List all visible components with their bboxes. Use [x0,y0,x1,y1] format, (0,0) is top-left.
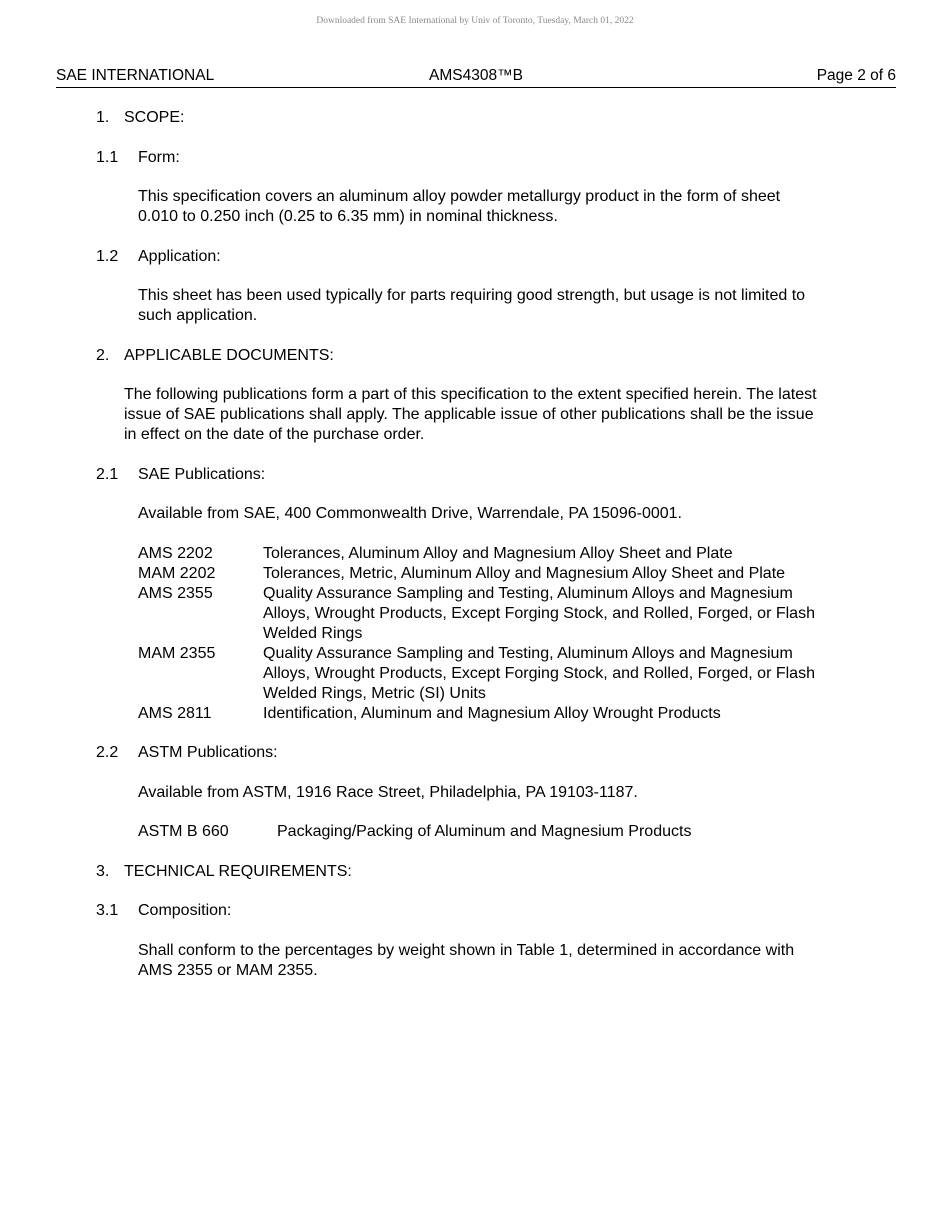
reference-row [0,564,950,584]
document-body [0,108,950,981]
reference-continuation: Alloys, Wrought Products, Except Forging Stock, and Rolled, Forged, or Flash [263,664,815,682]
section-2-1-heading [0,465,950,485]
section-1-2-heading [0,247,950,267]
section-3-1-heading [0,901,950,921]
section-2-2-heading [0,743,950,763]
section-number: 3. [96,862,110,880]
reference-title: Quality Assurance Sampling and Testing, Aluminum Alloys and Magnesium [263,584,793,602]
section-title: Application: [138,247,221,265]
paragraph-line: in effect on the date of the purchase order. [124,426,425,443]
section-1-heading [0,108,950,128]
section-title: ASTM Publications: [138,744,278,761]
reference-code: AMS 2355 [138,584,213,602]
reference-continuation: Welded Rings [263,624,363,642]
download-watermark: Downloaded from SAE International by Univ of Toronto, Tuesday, March 01, 2022 [316,16,634,26]
section-title: APPLICABLE DOCUMENTS: [124,346,334,364]
section-title: SCOPE: [124,109,185,126]
paragraph-line: 0.010 to 0.250 inch (0.25 to 6.35 mm) in nominal thickness. [138,208,558,225]
reference-code: MAM 2355 [138,644,216,662]
section-2-heading [0,346,950,366]
paragraph-line: Shall conform to the percentages by weight shown in Table 1, determined in accordance with [138,941,795,959]
sae-availability: Available from SAE, 400 Commonwealth Drive, Warrendale, PA 15096-0001. [138,505,682,522]
section-number: 3.1 [96,902,119,919]
reference-title: Packaging/Packing of Aluminum and Magnesium Products [277,823,692,840]
reference-row [0,704,950,724]
section-title: TECHNICAL REQUIREMENTS: [124,862,352,880]
section-number: 1. [96,109,110,126]
reference-title: Identification, Aluminum and Magnesium Alloy Wrought Products [263,704,721,722]
reference-code: AMS 2811 [138,704,212,722]
paragraph-line: The following publications form a part of this specification to the extent specified herein. The latest [124,386,817,403]
reference-code: AMS 2202 [138,544,213,562]
section-3-heading [0,862,950,882]
reference-title: Tolerances, Metric, Aluminum Alloy and Magnesium Alloy Sheet and Plate [263,564,786,582]
section-title: Composition: [138,902,232,919]
paragraph-line: such application. [138,307,258,324]
reference-title: Tolerances, Aluminum Alloy and Magnesium Alloy Sheet and Plate [263,544,733,562]
section-number: 1.1 [96,148,119,166]
reference-code: MAM 2202 [138,564,216,582]
reference-row [0,584,950,604]
reference-row [0,822,950,842]
section-1-1-heading [0,148,950,168]
astm-availability: Available from ASTM, 1916 Race Street, Philadelphia, PA 19103-1187. [138,783,638,801]
reference-title: Quality Assurance Sampling and Testing, Aluminum Alloys and Magnesium [263,644,793,662]
section-number: 2.1 [96,465,119,483]
page-header [56,67,896,88]
header-org: SAE INTERNATIONAL [56,67,215,84]
paragraph-line: This specification covers an aluminum alloy powder metallurgy product in the form of sheet [138,188,781,205]
section-number: 2.2 [96,744,119,761]
paragraph-line: issue of SAE publications shall apply. The applicable issue of other publications shall be the issue [124,406,814,423]
paragraph-line: This sheet has been used typically for parts requiring good strength, but usage is not limited to [138,287,806,304]
section-title: SAE Publications: [138,465,266,483]
section-number: 2. [96,346,110,364]
reference-code: ASTM B 660 [138,823,229,840]
header-page-number: Page 2 of 6 [816,67,896,84]
reference-continuation: Alloys, Wrought Products, Except Forging Stock, and Rolled, Forged, or Flash [263,604,815,622]
reference-continuation: Welded Rings, Metric (SI) Units [263,684,486,702]
reference-row [0,544,950,564]
header-doc-id: AMS4308™B [429,67,523,84]
paragraph-line: AMS 2355 or MAM 2355. [138,961,318,979]
section-title: Form: [138,148,180,166]
section-number: 1.2 [96,247,119,265]
reference-row [0,644,950,664]
